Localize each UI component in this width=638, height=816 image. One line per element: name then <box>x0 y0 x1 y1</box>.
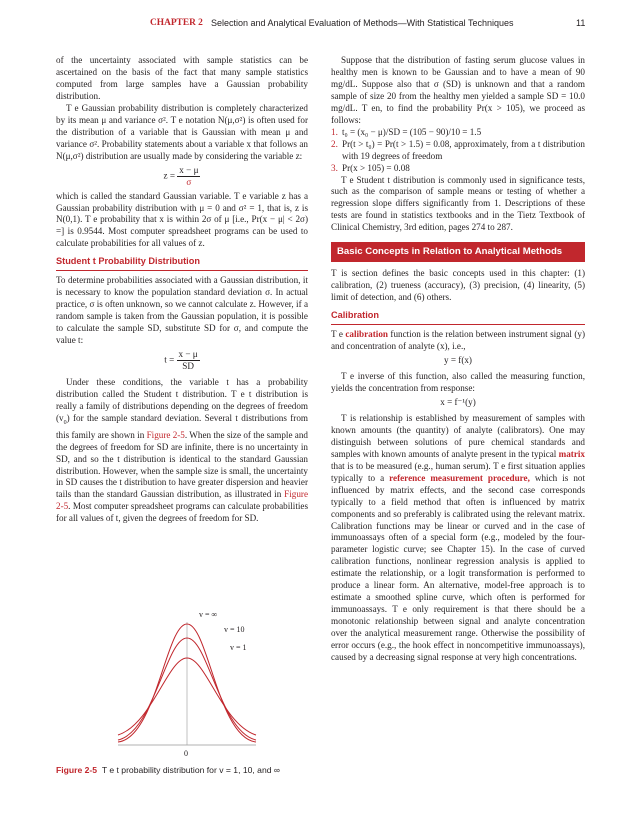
paragraph: T e Student t distribution is commonly used in significance tests, such as the comparison of sample means or testing of whether a regression slope differs significantly from 1. Descriptions of these tests are found in statistics textbooks and in the Tietz Textbook of Clinical Chemistry, 3rd edition, pages 274 to 287. <box>331 174 585 233</box>
paragraph: T is relationship is established by measurement of samples with known amounts (the quantity) of analyte (calibrators). One may distinguish between solutions of pure chemical standards and samples with known amounts of analyte present in the typical matrix that is to be measured (e.g., human serum). T e first situation applies typically to a reference measurement procedure, which is not influenced by matrix effects, and the second case corresponds typically to a field method that often is influenced by matrix components and so preferably is calibrated using the relevant matrix. Calibration functions may be linear or curved and in the case of immunoassays often of a special form (e.g., modeled by the four-parameter logistic curve; see Chapter 15). In the case of curved calibration functions, nonlinear regression analysis is applied to estimate the relationship, or a logit transformation is performed to produce a linear form. An alternative, model-free approach is to estimate a smoothed spline curve, which often is performed for immunoassays. T e only requirement is that there should be a monotonic relationship between signal and analyte concentration over the analytical measurement range. Otherwise the possibility of error occurs (e.g., the hook effect in noncompetitive immunoassays), caused by a decreasing signal response at very high concentrations. <box>331 412 585 662</box>
chapter-label: CHAPTER 2 <box>150 18 203 28</box>
paragraph: Under these conditions, the variable t has a probability distribution called the Student t distribution. T e t distribution is really a family of distributions depending on the degrees of freedom $(v_0)$ for the sample standard deviation. Several t distributions from this family are shown in Figure 2-5. When the size of the sample and the degrees of freedom for SD are infinite, there is no uncertainty in SD, and so the t distribution is identical to the standard Gaussian distribution. However, when the sample size is small, the uncertainty in SD causes the t distribution to have greater dispersion and heavier tails than the standard Gaussian distribution, as illustrated in Figure 2-5. Most computer spreadsheet programs can calculate probabilities for all values of t, given the degrees of freedom for SD. <box>56 377 308 524</box>
equation-inverse: x = f⁻¹(y) <box>440 396 476 407</box>
running-header <box>0 18 638 32</box>
section-heading: Student t Probability Distribution <box>56 256 308 271</box>
paragraph: T e inverse of this function, also called the measuring function, yields the concentration from response: <box>331 371 585 393</box>
paragraph: of the uncertainty associated with sample statistics can be ascertained on the basis of the fact that many sample statistics computed from large samples have a Gaussian probability distribution. <box>56 55 308 101</box>
equation-calibration: y = f(x) <box>444 355 472 366</box>
equation-z: z = $\frac{x - \mu}{\sigma}$ <box>163 164 199 187</box>
page-number: 11 <box>576 18 586 28</box>
paragraph: T is section defines the basic concepts used in this chapter: (1) calibration, (2) trueness (accuracy), (3) precision, (4) linearity, (5) limit of detection, and (6) others. <box>331 268 585 303</box>
figure-caption: Figure 2-5 T e t probability distribution for v = 1, 10, and ∞ <box>56 765 281 775</box>
label-v-10: v = 10 <box>224 625 245 634</box>
list-item: 3. Pr(x > 105) = 0.08 <box>331 162 410 173</box>
paragraph: Suppose that the distribution of fasting serum glucose values in healthy men is known to be Gaussian and to have a mean of 90 mg/dL. Suppose also that σ (SD) is unknown and that a random sample of size 20 from the healthy men yielded a sample SD = 10.0 mg/dL. T en, to find the probability Pr(x > 105), we proceed as follows: <box>331 55 585 125</box>
section-box-heading: Basic Concepts in Relation to Analytical Methods <box>331 242 585 262</box>
label-v-inf: v = ∞ <box>199 610 218 619</box>
section-heading: Calibration <box>331 310 585 325</box>
chapter-title: Selection and Analytical Evaluation of Methods—With Statistical Techniques <box>211 18 514 28</box>
paragraph: T e calibration function is the relation between instrument signal (y) and concentration of analyte (x), i.e., <box>331 329 585 352</box>
figure-link[interactable]: Figure 2-5 <box>146 429 185 440</box>
numbered-list <box>331 127 585 175</box>
paragraph: T e Gaussian probability distribution is completely characterized by its mean μ and variance σ². T e notation N(μ,σ²) is often used for the distribution of a variable that is Gaussian with mean μ and variance σ². Probability statements about a variable x that follows an N(μ,σ²) distribution are usually made by considering the variable z: <box>56 102 308 161</box>
left-column <box>56 55 308 525</box>
figure-link[interactable]: Figure 2-5 <box>56 489 308 512</box>
paragraph: which is called the standard Gaussian variable. T e variable z has a Gaussian probability distribution with μ = 0 and σ² = 1, that is, z is N(0,1). T e probability that x is within 2σ of μ [i.e., Pr(x − μ| < 2σ) =] is 0.9544. Most computer spreadsheet programs can be used to calculate probabilities for all values of z. <box>56 190 308 249</box>
axis-zero-label: 0 <box>184 749 188 758</box>
t-distribution-plot <box>56 612 308 762</box>
label-v-1: v = 1 <box>230 643 247 652</box>
list-item: 2. Pr(t > t₀) = Pr(t > 1.5) = 0.08, approximately, from a t distribution with 19 degrees of freedom <box>331 138 585 161</box>
equation-t: t = $\frac{x - \mu}{SD}$ <box>164 349 198 372</box>
list-item: 1. t₀ = (x₀ − μ)/SD = (105 − 90)/10 = 1.5 <box>331 126 482 137</box>
right-column <box>331 55 585 664</box>
paragraph: To determine probabilities associated with a Gaussian distribution, it is necessary to know the population standard deviation σ. In actual practice, σ is often unknown, so we cannot calculate z. However, if a random sample is taken from the Gaussian population, it is possible to calculate the sample SD, substitute SD for σ, and compute the value t: <box>56 275 308 346</box>
figure-2-5 <box>56 612 308 782</box>
